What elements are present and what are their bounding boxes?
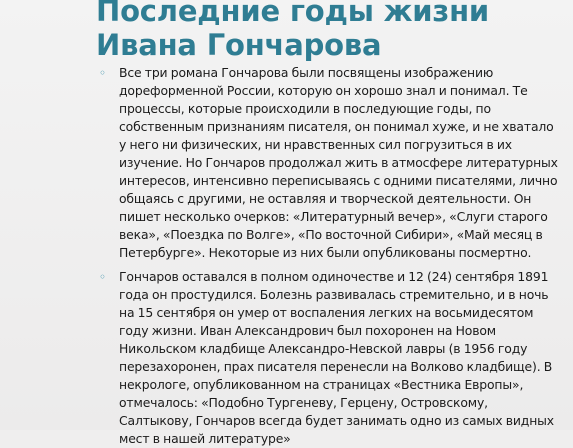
bullet-text: Гончаров оставался в полном одиночестве и 12 (24) сентября 1891 года он простудился. Болезнь развивалась стремительно, и в ночь на 15 сентября он умер от воспаления легких на восьмидесятом году жизни. Иван Александрович был похоронен на Новом Никольском кладбище Александро-Невской лавры (в 1956 году перезахоронен, прах писателя перенесли на Волково кладбище). В некрологе, опубликованном на страницах «Вестника Европы», отмечалось: «Подобно Тургеневу, Герцену, Островскому, Салтыкову, Гончаров всегда будет занимать одно из самых видных мест в нашей литературе»: [119, 269, 554, 446]
bullet-item: [96, 64, 562, 262]
bullet-icon: ◦: [99, 270, 106, 284]
bullet-icon: ◦: [99, 66, 106, 80]
bullet-text: Все три романа Гончарова были посвящены изображению дореформенной России, которую он хорошо знал и понимал. Те процессы, которые происходили в последующие годы, по собственным признаниям писателя, он понимал хуже, и не хватало у него ни физических, ни нравственных сил погрузиться в их изучение. Но Гончаров продолжал жить в атмосфере литературных интересов, интенсивно переписываясь с одними писателями, лично общаясь с другими, не оставляя и творческой деятельности. Он пишет несколько очерков: «Литературный вечер», «Слуги старого века», «Поездка по Волге», «По восточной Сибири», «Май месяц в Петербурге». Некоторые из них были опубликованы посмертно.: [119, 65, 558, 260]
bullet-item: [96, 268, 562, 448]
bullet-list: [96, 64, 562, 448]
slide-title: Последние годы жизни Ивана Гончарова: [96, 0, 490, 62]
